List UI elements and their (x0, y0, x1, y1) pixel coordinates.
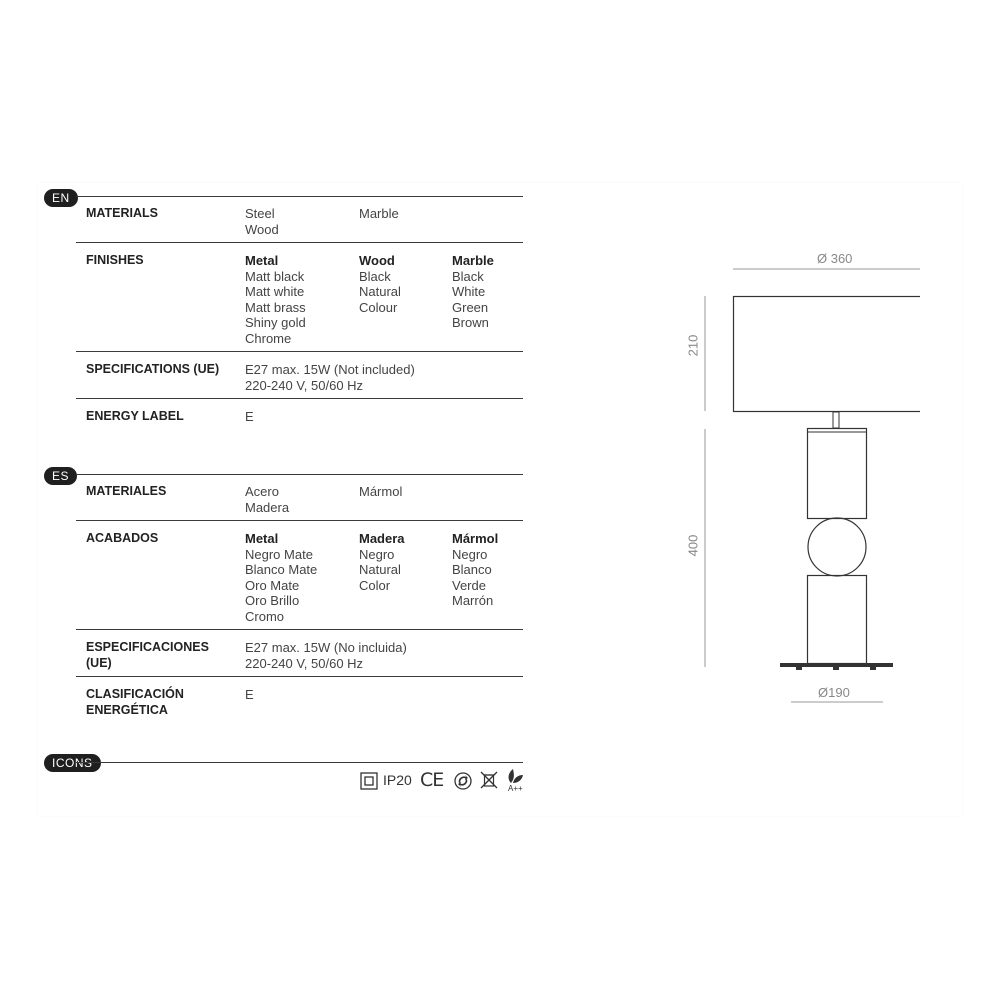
divider (76, 676, 523, 677)
divider (76, 629, 523, 630)
finish-item: Chrome (245, 330, 292, 346)
material-item: Steel (245, 206, 275, 221)
energy-value: E (245, 409, 254, 424)
clasificacion-label (86, 687, 184, 718)
finish-item: Black (359, 268, 391, 284)
finish-item: Blanco Mate (245, 562, 318, 578)
acabados-label: ACABADOS (86, 531, 159, 545)
materials-col2 (359, 206, 399, 222)
base-plate (780, 663, 893, 667)
label-line: (UE) (86, 655, 112, 670)
finish-group-title: Madera (359, 531, 405, 546)
finish-item: Verde (452, 577, 486, 593)
finish-group-marmol-es (452, 531, 498, 609)
finish-group-metal-es (245, 531, 317, 625)
weee-bin-icon (480, 771, 498, 790)
specs-label: SPECIFICATIONS (UE) (86, 362, 220, 376)
divider (76, 351, 523, 352)
finish-group-title: Metal (245, 253, 279, 268)
finish-item: Negro (452, 546, 488, 562)
material-item: Acero (245, 484, 279, 499)
finish-item: Blanco (452, 562, 492, 578)
lamp-stem (833, 412, 839, 428)
material-item: Madera (245, 499, 290, 515)
specs-value (245, 362, 415, 393)
finish-group-title: Wood (359, 253, 395, 268)
especificaciones-value (245, 640, 407, 671)
divider (76, 474, 523, 475)
divider (76, 762, 523, 763)
finish-group-madera-es (359, 531, 405, 593)
divider (76, 520, 523, 521)
finish-group-title: Mármol (452, 531, 499, 546)
finish-item: Black (452, 268, 484, 284)
energy-class-label: A++ (508, 784, 523, 793)
finish-item: Colour (359, 299, 398, 315)
label-line: ENERGÉTICA (86, 702, 168, 717)
material-item: Mármol (359, 484, 403, 499)
finish-item: Matt black (245, 268, 305, 284)
especificaciones-label (86, 640, 209, 671)
finish-item: Matt brass (245, 299, 306, 315)
finish-item: Natural (359, 562, 401, 578)
finish-item: Marrón (452, 593, 494, 609)
materials-label: MATERIALS (86, 206, 158, 220)
materials-col1 (245, 206, 279, 237)
finish-item: Oro Brillo (245, 593, 300, 609)
finish-item: Color (359, 577, 391, 593)
clasificacion-value: E (245, 687, 254, 702)
spec-line: E27 max. 15W (No incluida) (245, 640, 407, 655)
lamp-technical-drawing (670, 250, 920, 710)
base-height-label: 400 (685, 534, 701, 557)
lower-cylinder (808, 576, 867, 664)
material-item: Marble (359, 206, 399, 221)
materiales-col1 (245, 484, 289, 515)
spec-line: E27 max. 15W (Not included) (245, 362, 415, 377)
materiales-label: MATERIALES (86, 484, 167, 498)
base-diameter-label: Ø190 (818, 685, 850, 700)
finish-group-wood (359, 253, 401, 315)
icons-tag: ICONS (44, 754, 101, 772)
shade-height-label: 210 (685, 334, 701, 357)
upper-cylinder (808, 429, 867, 519)
finish-item: Oro Mate (245, 577, 300, 593)
finishes-label: FINISHES (86, 253, 144, 267)
ce-mark-icon: CE (420, 769, 444, 791)
lamp-shade (734, 297, 921, 412)
finish-group-marble (452, 253, 494, 331)
materiales-col2 (359, 484, 402, 500)
finish-group-metal (245, 253, 306, 347)
lang-tag-en: EN (44, 189, 78, 207)
finish-item: Negro (359, 546, 395, 562)
spec-line: 220-240 V, 50/60 Hz (245, 655, 364, 671)
finish-item: Green (452, 299, 489, 315)
material-item: Wood (245, 221, 279, 237)
finish-group-title: Metal (245, 531, 279, 546)
finish-item: Negro Mate (245, 546, 313, 562)
label-line: CLASIFICACIÓN (86, 687, 184, 701)
class-ii-icon (360, 772, 378, 790)
finish-item: Cromo (245, 608, 285, 624)
finish-item: Brown (452, 315, 489, 331)
energy-label: ENERGY LABEL (86, 409, 184, 423)
shade-diameter-label: Ø 360 (817, 251, 853, 266)
finish-group-title: Marble (452, 253, 494, 268)
finish-item: White (452, 284, 486, 300)
divider (76, 398, 523, 399)
recycle-icon (454, 772, 472, 790)
label-line: ESPECIFICACIONES (86, 640, 209, 654)
divider (76, 242, 523, 243)
sphere (808, 518, 866, 576)
lang-tag-es: ES (44, 467, 77, 485)
eco-leaf-icon (505, 768, 525, 784)
spec-line: 220-240 V, 50/60 Hz (245, 377, 364, 393)
ip-rating-label: IP20 (383, 772, 412, 788)
finish-item: Matt white (245, 284, 305, 300)
divider (76, 196, 523, 197)
finish-item: Shiny gold (245, 315, 306, 331)
finish-item: Natural (359, 284, 401, 300)
